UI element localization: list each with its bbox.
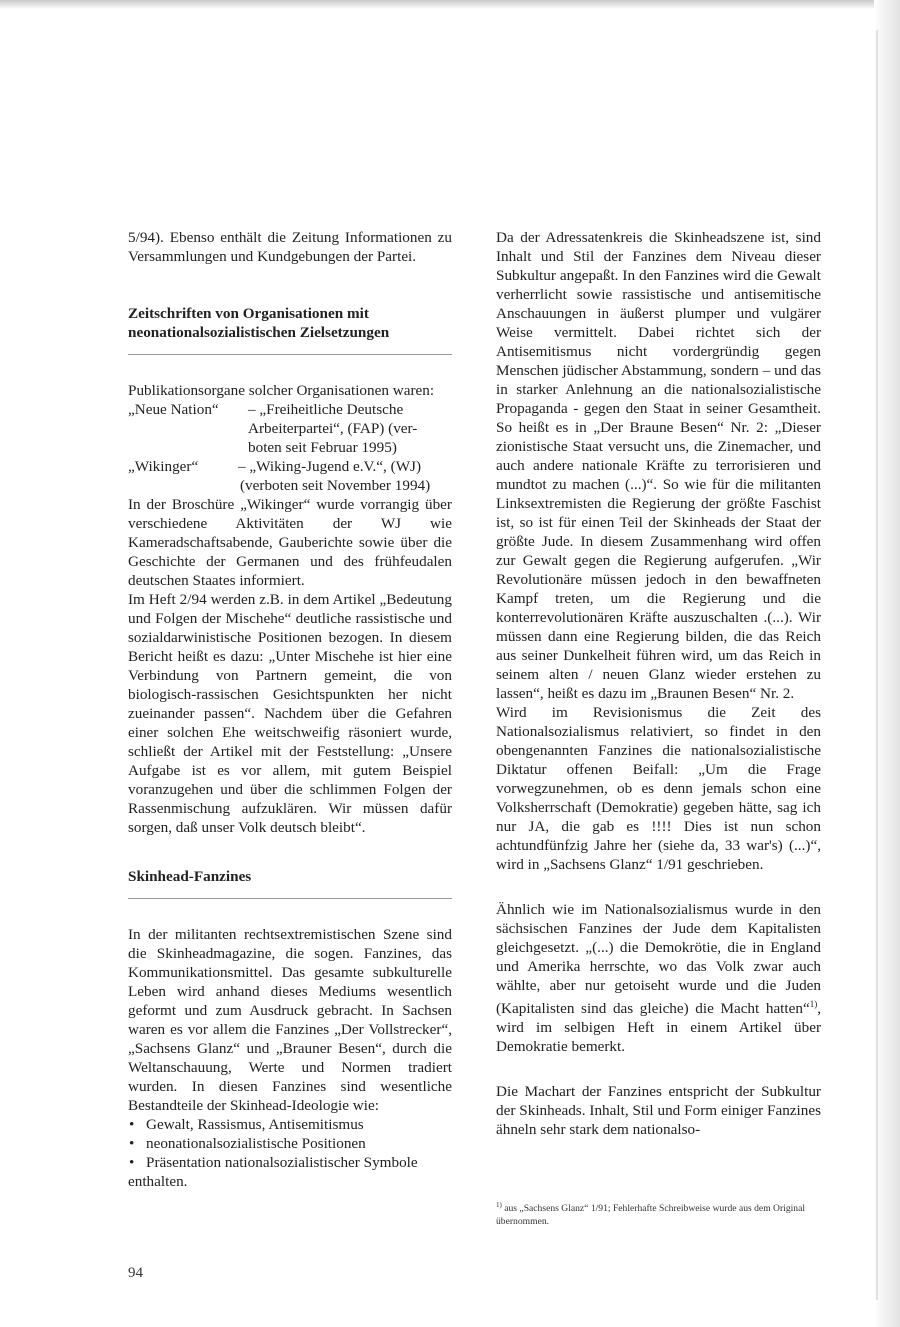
publication-org-line: (verboten seit November 1994) <box>240 477 431 494</box>
list-item: • Gewalt, Rassismus, Antisemitismus <box>129 1116 364 1133</box>
footnote-reference: 1) <box>809 999 818 1009</box>
section-heading-line-1: Zeitschriften von Organisationen mit <box>128 305 369 322</box>
publication-entry <box>128 457 452 495</box>
publication-org-line: – „Freiheitliche Deutsche <box>248 401 404 418</box>
footnote-marker: 1) <box>496 1201 502 1209</box>
section-heading-zeitschriften <box>128 304 452 342</box>
publication-title: „Wikinger“ <box>128 458 199 475</box>
list-item: • Präsentation nationalsozialistischer Symbole <box>129 1154 418 1171</box>
scan-top-edge <box>0 0 900 9</box>
section-heading-line-2: neonationalsozialistischen Zielsetzungen <box>128 324 390 341</box>
revisionismus-paragraph: Wird im Revisionismus die Zeit des Nationalsozialismus relativiert, so findet in den obengenannten Fanzines die nationalsozialistische Diktatur offenen Beifall: „Um die Frage vorwegzunehmen, ob es denn jemals schon eine Volksherrschaft (Demokratie) gegeben hätte, sag ich nur JA, die gab es !!!! Dies ist nun schon achtundfünfzig Jahre her (siehe da, 33 war's) (...)“, wird in „Sachsens Glanz“ 1/91 geschrieben. <box>496 704 821 873</box>
section-heading-skinhead-fanzines: Skinhead-Fanzines <box>128 868 252 885</box>
machart-paragraph: Die Machart der Fanzines entspricht der Subkultur der Skinheads. Inhalt, Stil und Form einiger Fanzines ähneln sehr stark dem nationalso- <box>496 1083 821 1139</box>
fanzines-paragraph: In der militanten rechtsextremistischen Szene sind die Skinheadmagazine, die sogen. Fanzines, das Kommunikationsmittel. Das gesamte subkulturelle Leben wird anhand dieses Mediums wesentlich geformt und zum Ausdruck gebracht. In Sachsen waren es vor allem die Fanzines „Der Vollstrecker“, „Sachsens Glanz“ und „Brauner Besen“, durch die Weltanschauung, Werte und Normen tradiert wurden. In diesen Fanzines sind wesentliche Bestandteile der Skinhead-Ideologie wie: <box>128 926 452 1114</box>
page-number: 94 <box>128 1265 143 1281</box>
adressatenkreis-paragraph: Da der Adressatenkreis die Skinheadszene ist, sind Inhalt und Stil der Fanzines dem Niveau dieser Subkultur angepaßt. In den Fanzines wird die Gewalt verherrlicht sowie rassistische und antisemitische Anschauungen in äußerst plumper und vulgärer Weise vermittelt. Dabei richtet sich der Antisemitismus nicht vordergründig gegen Menschen jüdischer Abstammung, sondern – und das in starker Anlehnung an die nationalsozialistische Propaganda - gegen den Staat in seiner Gesamtheit. So heißt es in „Der Braune Besen“ Nr. 2: „Dieser zionistische Staat versucht uns, die Zinemacher, und auch andere nationale Kräfte zu terrorisieren und mundtot zu machen (...)“. So wie für die militanten Linksextremisten die Regierung der größte Faschist ist, so ist für einen Teil der Skinheads der Staat der größte Jude. In diesem Zusammenhang wird offen zur Gewalt gegen die Regierung aufgerufen. „Wir Revolutionäre müssen jedoch in den bewaffneten Kampf treten, um die Regierung und die konterrevolutionären Kräfte auszuschalten .(...). Wir müssen dann eine Regierung bilden, die das Reich aus seiner Dunkelheit führen wird, um das Reich in seinem alten / neuen Glanz wieder erstehen zu lassen“, heißt es dazu im „Braunen Besen“ Nr. 2. <box>496 229 821 702</box>
list-item: • neonationalsozialistische Positionen <box>129 1135 366 1152</box>
demokratie-paragraph: Ähnlich wie im Nationalsozialismus wurde in den sächsischen Fanzines der Jude dem Kapitalisten gleichgesetzt. „(...) die Demokrötie, die in England und Amerika herrschte, wo das Volk zwar auch wählte, aber nur getoiseht wurde und die Juden (Kapitalisten sind das gleiche) die Macht hatten“$^{1)}$, wird im selbigen Heft in einem Artikel über Demokratie bemerkt. <box>496 901 821 1056</box>
publication-org-line: boten seit Februar 1995) <box>248 439 397 456</box>
publications-lead: Publikationsorgane solcher Organisationen waren: <box>128 382 435 399</box>
bullet-icon: • <box>129 1116 135 1133</box>
ideology-list <box>128 1115 452 1172</box>
publication-entry <box>128 400 452 457</box>
wikinger-paragraph: In der Broschüre „Wikinger“ wurde vorrangig über verschiedene Aktivitäten der WJ wie Kameradschaftsabende, Gauberichte sowie über die Geschichte der Germanen und des frühfeudalen deutschen Staates informiert. <box>128 496 452 589</box>
intro-paragraph: 5/94). Ebenso enthält die Zeitung Informationen zu Versammlungen und Kundgebungen der Partei. <box>128 229 452 265</box>
left-column <box>128 228 452 1191</box>
footnote <box>496 1199 821 1228</box>
publication-title: „Neue Nation“ <box>128 401 219 418</box>
mischehe-paragraph: Im Heft 2/94 werden z.B. in dem Artikel „Bedeutung und Folgen der Mischehe“ deutliche rassistische und sozialdarwinistische Positionen bezogen. In diesem Bericht heißt es dazu: „Unter Mischehe ist hier eine Verbindung von Partnern gemeint, die von biologisch-rassischen Gesichtspunkten her nicht zueinander passen“. Nachdem über die Gefahren einer solchen Ehe weitschweifig räsoniert wurde, schließt der Artikel mit der Feststellung: „Unsere Aufgabe ist es vor allem, mit gutem Beispiel voranzugehen und über die schlimmen Folgen der Rassenmischung aufzuklären. Wir müssen dafür sorgen, daß unser Volk deutsch bleibt“. <box>128 591 452 836</box>
footnote-text: aus „Sachsens Glanz“ 1/91; Fehlerhafte Schreibweise wurde aus dem Original übernommen. <box>496 1203 806 1228</box>
bullet-icon: • <box>129 1154 135 1171</box>
page-fold-line <box>876 30 878 1300</box>
bullet-icon: • <box>129 1135 135 1152</box>
list-closing: enthalten. <box>128 1173 188 1190</box>
publication-org-line: – „Wiking-Jugend e.V.“, (WJ) <box>238 458 421 475</box>
right-column <box>496 228 821 1139</box>
publication-org-line: Arbeiterpartei“, (FAP) (ver- <box>248 420 418 437</box>
